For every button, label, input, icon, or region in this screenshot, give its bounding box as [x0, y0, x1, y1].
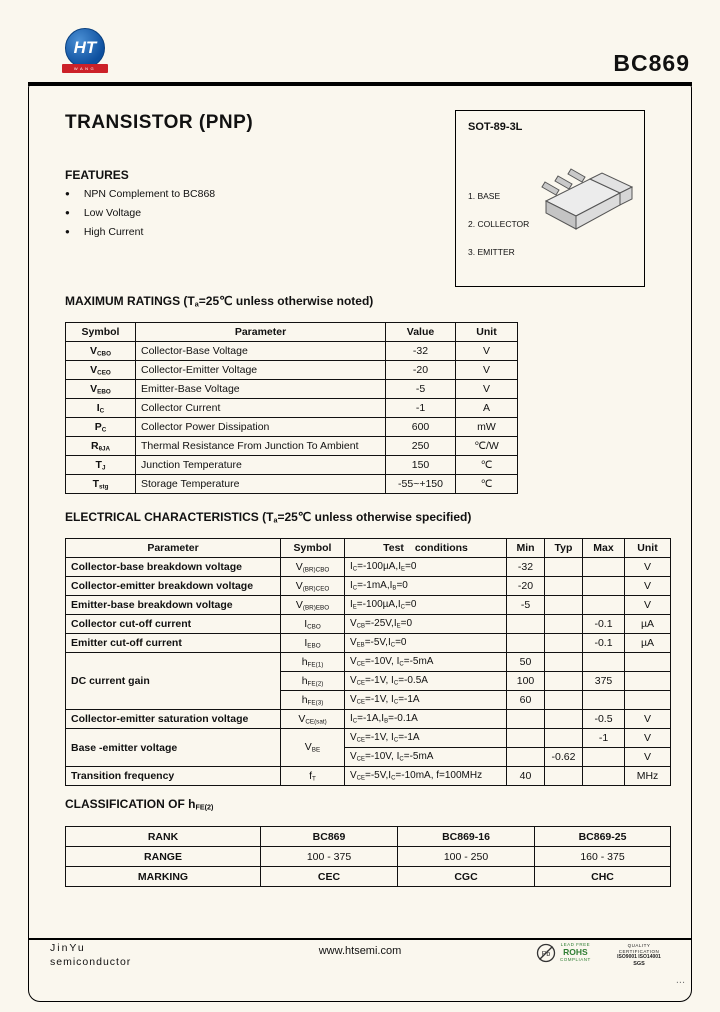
table-row [66, 847, 671, 867]
typ-cell [545, 710, 583, 729]
unit-cell: V [456, 380, 518, 399]
parameter-cell: Emitter-Base Voltage [136, 380, 386, 399]
max-cell: -0.1 [583, 615, 625, 634]
unit-cell: V [456, 342, 518, 361]
min-cell: 40 [507, 767, 545, 786]
value-cell: 250 [386, 437, 456, 456]
pb-free-icon [536, 943, 556, 963]
unit-cell [625, 653, 671, 672]
logo-banner: WANG [62, 64, 108, 73]
conditions-cell: $V_{EB}=-5V,I_C=0$ [345, 634, 507, 653]
table-row [66, 418, 518, 437]
symbol-cell: $h_{FE(1)}$ [281, 653, 345, 672]
table-header-row [66, 323, 518, 342]
max-cell [583, 577, 625, 596]
maximum-ratings-table [65, 322, 518, 494]
conditions-cell: $I_E=-100\mu A,I_C=0$ [345, 596, 507, 615]
rohs-text [560, 943, 591, 962]
rohs-compliant: COMPLIANT [560, 956, 591, 962]
parameter-cell: Collector-emitter saturation voltage [66, 710, 281, 729]
typ-cell [545, 729, 583, 748]
max-cell [583, 558, 625, 577]
col-value: Value [386, 323, 456, 342]
conditions-cell: $V_{CE}=-1V$, $I_C=-1A$ [345, 729, 507, 748]
electrical-heading: ELECTRICAL CHARACTERISTICS ($T_a=25℃$ unless otherwise specified) [65, 510, 472, 525]
company-name: JinYu [50, 942, 86, 954]
cert-iso: ISO9001 ISO14001 [617, 954, 661, 961]
table-row [66, 361, 518, 380]
package-name: SOT-89-3L [468, 121, 523, 133]
page-marker: ... [675, 974, 685, 986]
col-symbol: Symbol [281, 539, 345, 558]
col-unit: Unit [625, 539, 671, 558]
package-drawing [528, 149, 640, 249]
pin-label-emitter: 3. EMITTER [468, 247, 515, 257]
feature-text: Low Voltage [83, 207, 142, 219]
range-value: 100 - 250 [398, 847, 535, 867]
table-row [66, 342, 518, 361]
conditions-cell: $I_C=-1A,I_B=-0.1A$ [345, 710, 507, 729]
symbol-cell: $h_{FE(2)}$ [281, 672, 345, 691]
unit-cell: V [625, 710, 671, 729]
col-parameter: Parameter [66, 539, 281, 558]
pin-label-base: 1. BASE [468, 191, 501, 201]
symbol-cell: $I_{CBO}$ [281, 615, 345, 634]
logo-text: HT [73, 38, 97, 57]
parameter-cell: Collector-Base Voltage [136, 342, 386, 361]
company-logo [62, 28, 108, 73]
feature-text: High Current [83, 226, 144, 238]
parameter-cell: Collector-base breakdown voltage [66, 558, 281, 577]
value-cell: -1 [386, 399, 456, 418]
cert-sgs: SGS [633, 960, 645, 967]
symbol-cell: $P_C$ [66, 418, 136, 437]
symbol-cell: $T_{stg}$ [66, 475, 136, 494]
unit-cell: V [625, 748, 671, 767]
features-heading: FEATURES [65, 168, 129, 182]
min-cell: -32 [507, 558, 545, 577]
package-box [455, 110, 645, 287]
symbol-cell: $I_C$ [66, 399, 136, 418]
min-cell [507, 634, 545, 653]
unit-cell [625, 691, 671, 710]
unit-cell: ℃ [456, 456, 518, 475]
symbol-cell: $h_{FE(3)}$ [281, 691, 345, 710]
conditions-cell: $I_C=-100\mu A,I_E=0$ [345, 558, 507, 577]
typ-cell: -0.62 [545, 748, 583, 767]
company-name-line2: semiconductor [50, 956, 132, 968]
table-header-row [66, 539, 671, 558]
max-cell [583, 767, 625, 786]
unit-cell: MHz [625, 767, 671, 786]
parameter-cell: Collector Current [136, 399, 386, 418]
min-cell: 50 [507, 653, 545, 672]
symbol-cell: $V_{CEO}$ [66, 361, 136, 380]
value-cell: 600 [386, 418, 456, 437]
parameter-cell: DC current gain [66, 653, 281, 710]
conditions-cell: $I_C=-1mA,I_B=0$ [345, 577, 507, 596]
rank-value: BC869-25 [535, 827, 671, 847]
parameter-cell: Collector Power Dissipation [136, 418, 386, 437]
conditions-cell: $V_{CE}=-1V$, $I_C=-0.5A$ [345, 672, 507, 691]
max-cell [583, 596, 625, 615]
typ-cell [545, 634, 583, 653]
page-title: TRANSISTOR (PNP) [65, 112, 254, 133]
min-cell: -20 [507, 577, 545, 596]
bullet-icon: ● [65, 208, 70, 217]
max-cell [583, 653, 625, 672]
col-min: Min [507, 539, 545, 558]
pin-label-collector: 2. COLLECTOR [468, 219, 530, 229]
range-value: 160 - 375 [535, 847, 671, 867]
parameter-cell: Collector-Emitter Voltage [136, 361, 386, 380]
table-row [66, 437, 518, 456]
typ-cell [545, 558, 583, 577]
max-cell [583, 748, 625, 767]
min-cell: 60 [507, 691, 545, 710]
marking-value: CEC [261, 867, 398, 887]
max-cell: -1 [583, 729, 625, 748]
unit-cell: µA [625, 615, 671, 634]
typ-cell [545, 767, 583, 786]
min-cell [507, 615, 545, 634]
table-row [66, 710, 671, 729]
parameter-cell: Junction Temperature [136, 456, 386, 475]
rohs-lead-free: LEAD FREE [560, 942, 591, 948]
col-max: Max [583, 539, 625, 558]
parameter-cell: Base -emitter voltage [66, 729, 281, 767]
table-row [66, 456, 518, 475]
min-cell [507, 710, 545, 729]
table-row [66, 634, 671, 653]
symbol-cell: $V_{(BR)EBO}$ [281, 596, 345, 615]
table-row [66, 827, 671, 847]
parameter-cell: Emitter-base breakdown voltage [66, 596, 281, 615]
typ-cell [545, 577, 583, 596]
value-cell: -5 [386, 380, 456, 399]
electrical-characteristics-table [65, 538, 671, 786]
value-cell: -32 [386, 342, 456, 361]
conditions-cell: $V_{CE}=-10V$, $I_C=-5mA$ [345, 748, 507, 767]
min-cell [507, 748, 545, 767]
table-row [66, 475, 518, 494]
col-conditions: Test conditions [345, 539, 507, 558]
ht-logo-icon [65, 28, 105, 68]
range-value: 100 - 375 [261, 847, 398, 867]
unit-cell: µA [625, 634, 671, 653]
parameter-cell: Collector-emitter breakdown voltage [66, 577, 281, 596]
min-cell [507, 729, 545, 748]
rohs-label: ROHS [563, 947, 588, 958]
parameter-cell: Collector cut-off current [66, 615, 281, 634]
rank-label: RANK [66, 827, 261, 847]
table-row [66, 653, 671, 672]
symbol-cell: $V_{(BR)CBO}$ [281, 558, 345, 577]
max-cell: -0.5 [583, 710, 625, 729]
max-cell: 375 [583, 672, 625, 691]
conditions-cell: $V_{CB}=-25V,I_E=0$ [345, 615, 507, 634]
symbol-cell: $V_{CE(sat)}$ [281, 710, 345, 729]
symbol-cell: $V_{EBO}$ [66, 380, 136, 399]
table-row [66, 577, 671, 596]
rank-value: BC869-16 [398, 827, 535, 847]
parameter-cell: Emitter cut-off current [66, 634, 281, 653]
table-row [66, 767, 671, 786]
value-cell: 150 [386, 456, 456, 475]
min-cell: 100 [507, 672, 545, 691]
cert-quality: QUALITY CERTIFICATION [618, 943, 660, 954]
table-row [66, 729, 671, 748]
unit-cell: V [625, 558, 671, 577]
feature-text: NPN Complement to BC868 [83, 188, 216, 200]
feature-item [65, 207, 141, 219]
typ-cell [545, 691, 583, 710]
table-row [66, 596, 671, 615]
iso-cert-badge [608, 943, 670, 967]
unit-cell: V [625, 729, 671, 748]
unit-cell [625, 672, 671, 691]
feature-item [65, 226, 143, 238]
marking-label: MARKING [66, 867, 261, 887]
col-unit: Unit [456, 323, 518, 342]
marking-value: CHC [535, 867, 671, 887]
table-row [66, 867, 671, 887]
unit-cell: V [625, 596, 671, 615]
bullet-icon: ● [65, 189, 70, 198]
rank-value: BC869 [261, 827, 398, 847]
table-row [66, 380, 518, 399]
unit-cell: mW [456, 418, 518, 437]
unit-cell: V [625, 577, 671, 596]
min-cell: -5 [507, 596, 545, 615]
value-cell: -20 [386, 361, 456, 380]
table-row [66, 399, 518, 418]
typ-cell [545, 615, 583, 634]
marking-value: CGC [398, 867, 535, 887]
max-ratings-heading: MAXIMUM RATINGS ($T_a=25℃$ unless otherwise noted) [65, 294, 374, 309]
max-cell: -0.1 [583, 634, 625, 653]
range-label: RANGE [66, 847, 261, 867]
unit-cell: V [456, 361, 518, 380]
unit-cell: ℃ [456, 475, 518, 494]
col-typ: Typ [545, 539, 583, 558]
value-cell: -55~+150 [386, 475, 456, 494]
parameter-cell: Transition frequency [66, 767, 281, 786]
conditions-cell: $V_{CE}=-10V$, $I_C=-5mA$ [345, 653, 507, 672]
website-link[interactable]: www.htsemi.com [318, 945, 402, 957]
parameter-cell: Storage Temperature [136, 475, 386, 494]
feature-item [65, 188, 215, 200]
table-row [66, 558, 671, 577]
unit-cell: A [456, 399, 518, 418]
col-parameter: Parameter [136, 323, 386, 342]
symbol-cell: $R_{\theta JA}$ [66, 437, 136, 456]
max-cell [583, 691, 625, 710]
typ-cell [545, 672, 583, 691]
unit-cell: ℃/W [456, 437, 518, 456]
doc-number: BC869 [613, 50, 690, 76]
bullet-icon: ● [65, 227, 70, 236]
svg-text:Pb: Pb [541, 951, 551, 958]
conditions-cell: $V_{CE}=-1V$, $I_C=-1A$ [345, 691, 507, 710]
typ-cell [545, 653, 583, 672]
parameter-cell: Thermal Resistance From Junction To Ambient [136, 437, 386, 456]
symbol-cell: $I_{EBO}$ [281, 634, 345, 653]
footer-rule [29, 938, 691, 940]
symbol-cell: $V_{(BR)CEO}$ [281, 577, 345, 596]
symbol-cell: $T_J$ [66, 456, 136, 475]
table-row [66, 615, 671, 634]
rohs-badge [536, 943, 591, 963]
classification-table [65, 826, 671, 887]
symbol-cell: $f_T$ [281, 767, 345, 786]
symbol-cell: $V_{CBO}$ [66, 342, 136, 361]
classification-heading: CLASSIFICATION OF $h_{FE(2)}$ [65, 797, 214, 812]
conditions-cell: $V_{CE}=-5V,I_C=-10mA$, f=100MHz [345, 767, 507, 786]
col-symbol: Symbol [66, 323, 136, 342]
symbol-cell: $V_{BE}$ [281, 729, 345, 767]
typ-cell [545, 596, 583, 615]
